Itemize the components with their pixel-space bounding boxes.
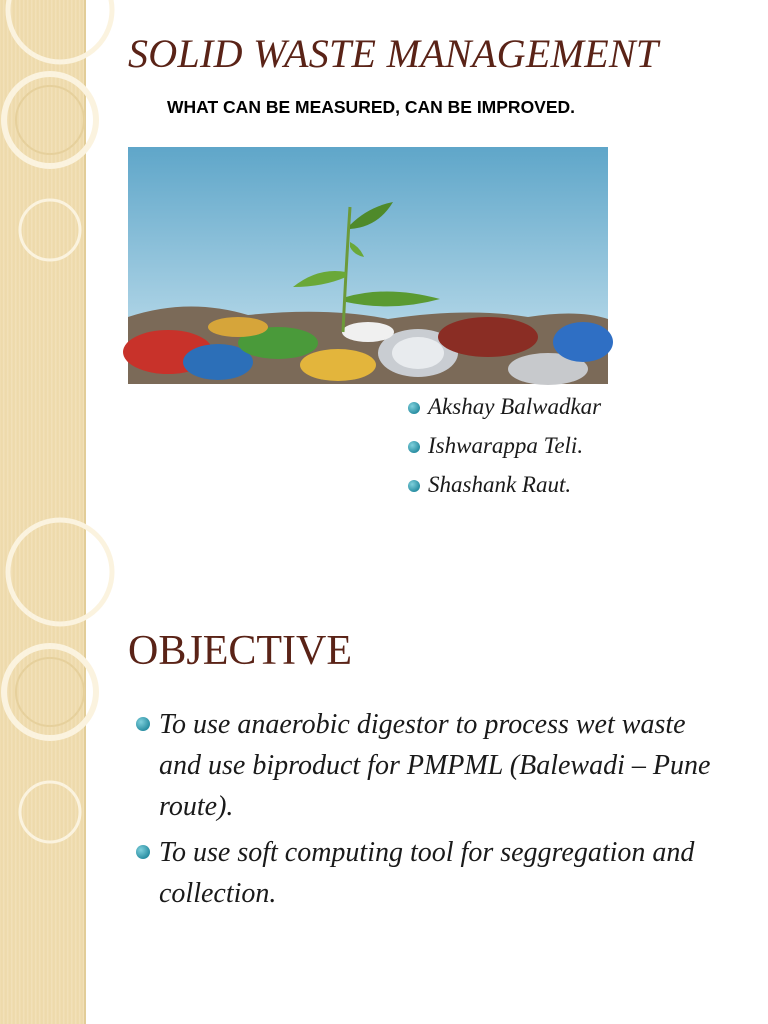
page-title: SOLID WASTE MANAGEMENT	[128, 31, 659, 76]
section-title: OBJECTIVE	[128, 628, 352, 674]
bullet-icon	[408, 480, 420, 492]
bullet-icon	[136, 845, 150, 859]
tagline: WHAT CAN BE MEASURED, CAN BE IMPROVED.	[167, 97, 576, 117]
bullet-icon	[408, 402, 420, 414]
list-item: Shashank Raut.	[406, 470, 601, 509]
seedling-on-waste-photo	[128, 147, 608, 384]
decorative-circles-icon	[0, 0, 84, 512]
list-item: To use anaerobic digestor to process wet waste and use biproduct for PMPML (Balewadi – Pune route).	[134, 704, 734, 827]
list-item: To use soft computing tool for seggregation and collection.	[134, 832, 734, 914]
bullet-icon	[408, 441, 420, 453]
objective-list	[134, 704, 734, 919]
bullet-icon	[136, 717, 150, 731]
decorative-side-strip	[0, 512, 86, 1024]
decorative-side-strip	[0, 0, 86, 512]
slide-objective	[0, 512, 768, 1024]
decorative-circles-icon	[0, 512, 84, 1024]
list-item: Ishwarappa Teli.	[406, 431, 601, 470]
list-item: Akshay Balwadkar	[406, 392, 601, 431]
